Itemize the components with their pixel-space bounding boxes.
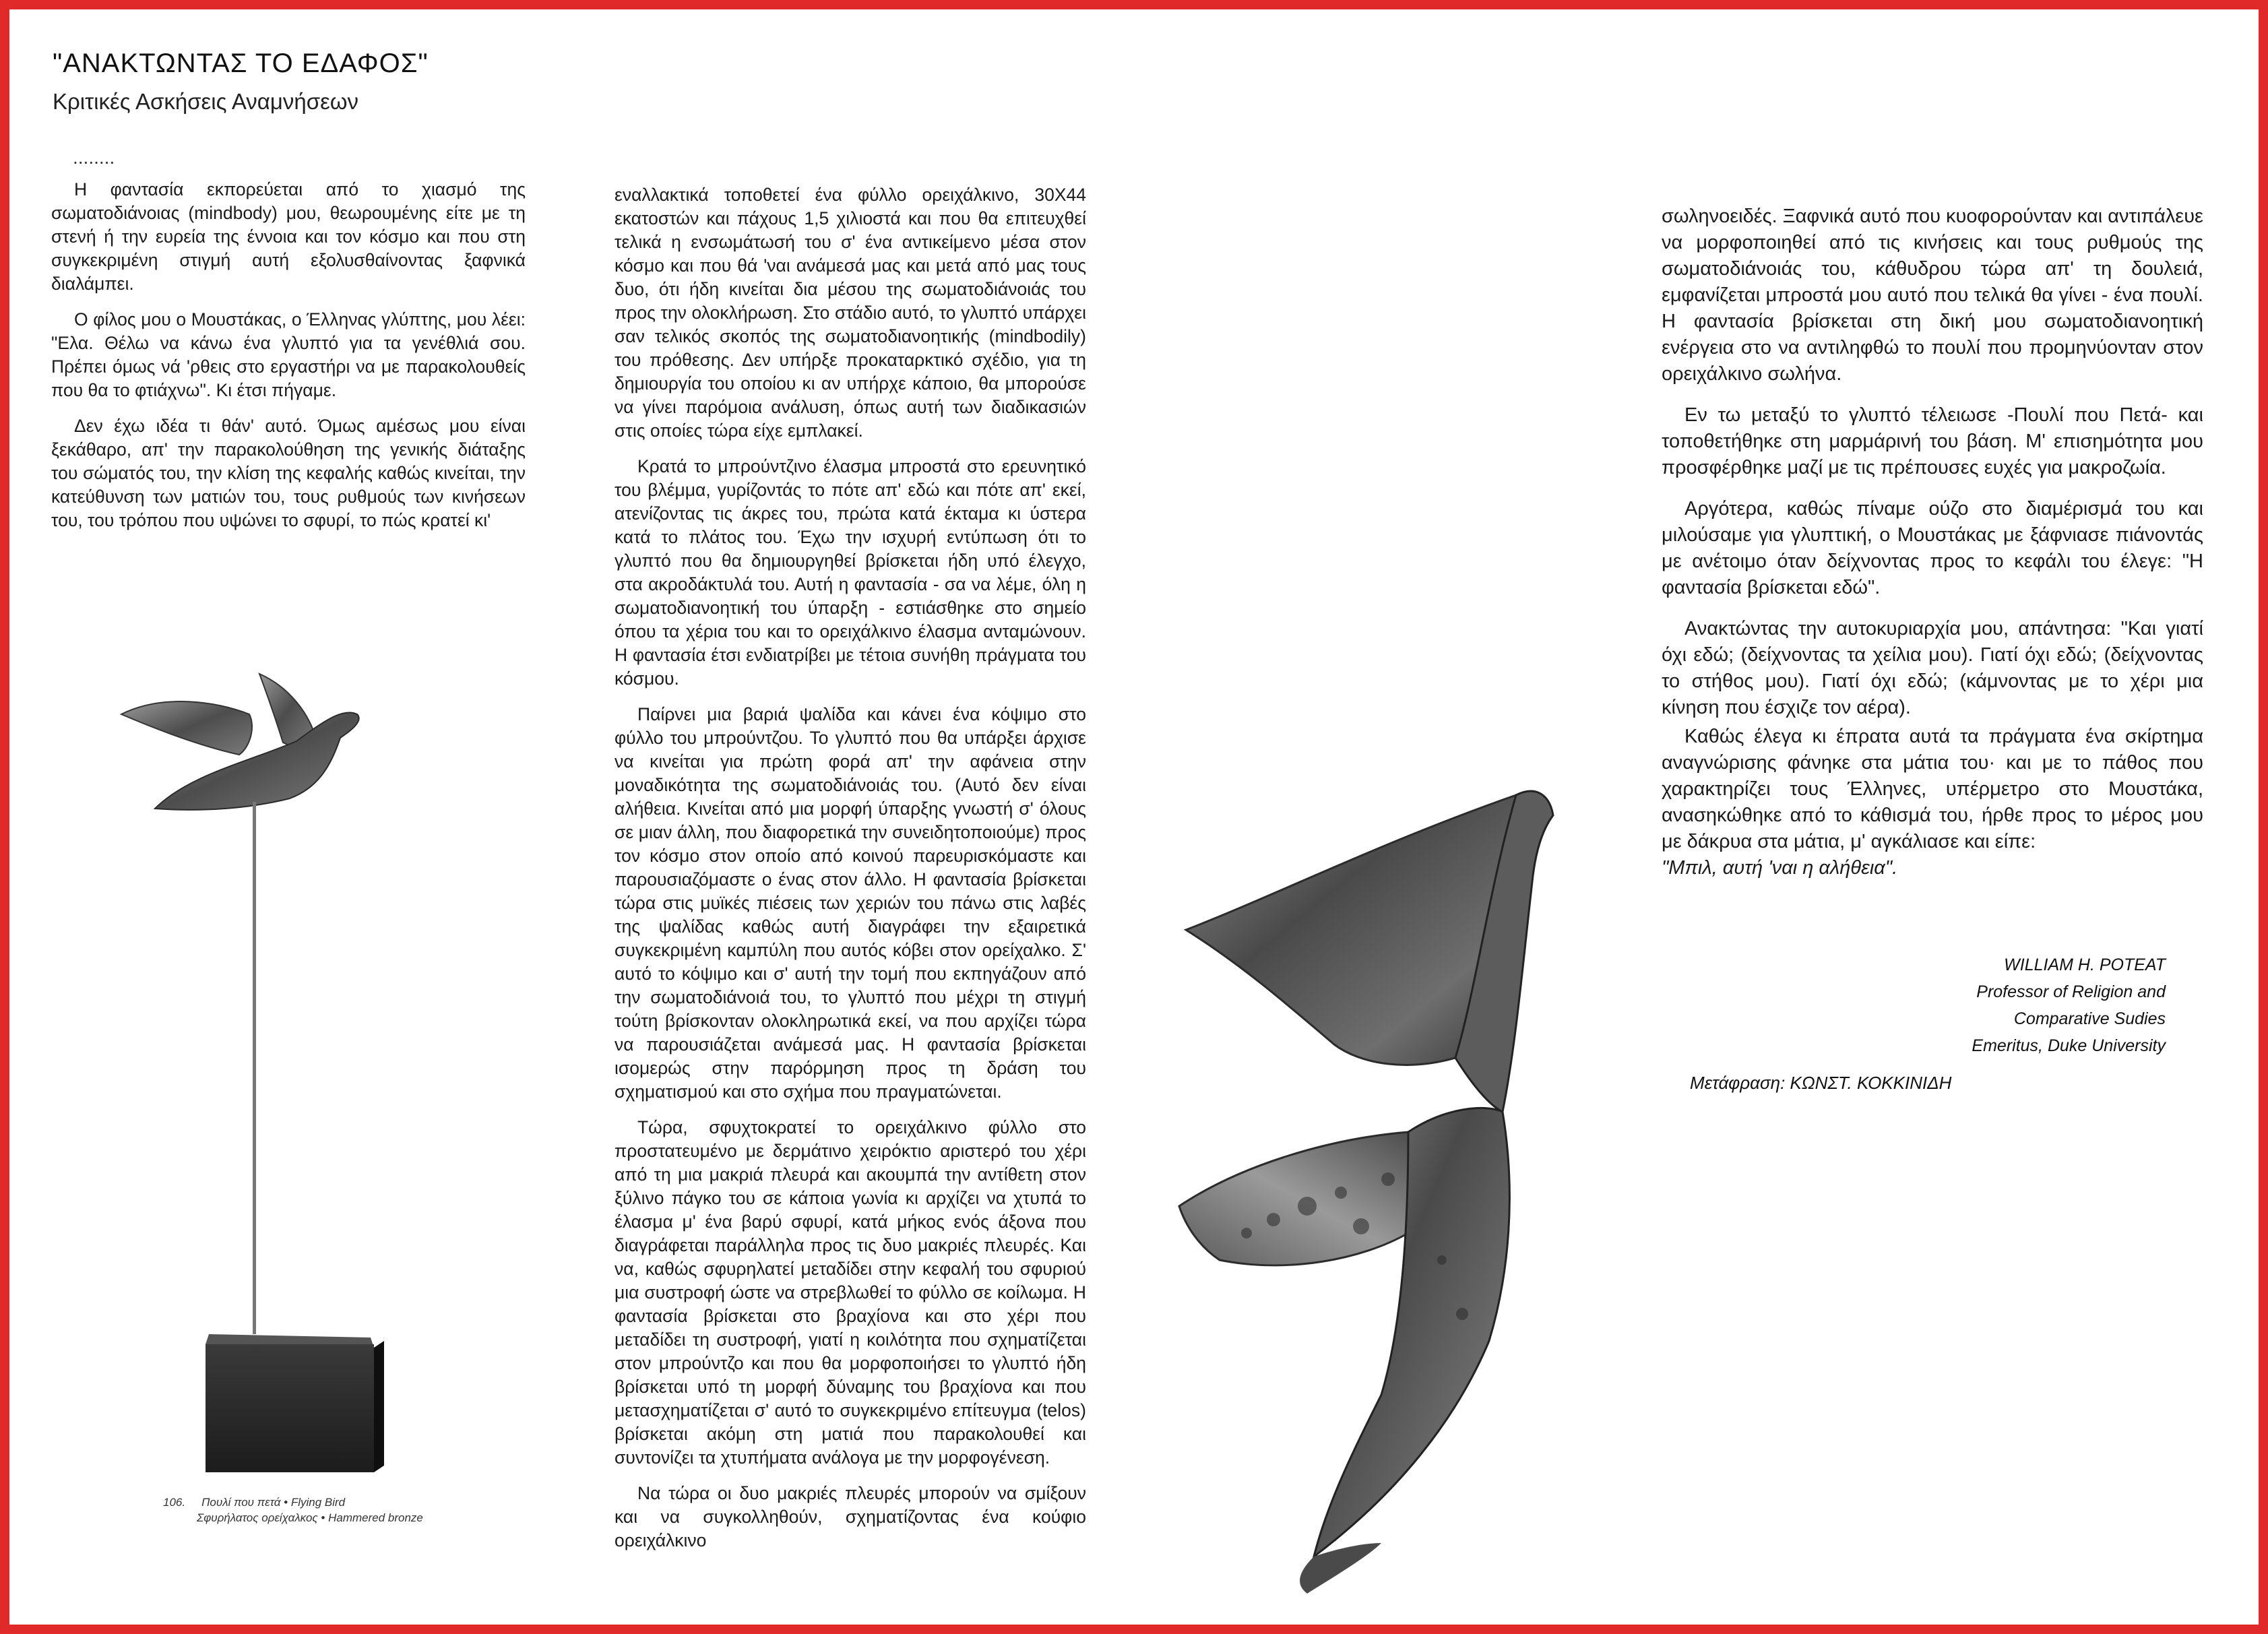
text-column-3 bbox=[1662, 203, 2203, 881]
author-title-2: Comparative Sudies bbox=[2013, 1009, 2166, 1028]
caption-line-2: Σφυρήλατος ορείχαλκος • Hammered bronze bbox=[197, 1511, 423, 1524]
caption-line-1: Πουλί που πετά • Flying Bird bbox=[201, 1496, 346, 1509]
large-bird-sculpture-photo bbox=[1139, 788, 1684, 1597]
signature-block bbox=[1972, 951, 2166, 1059]
ellipsis: ........ bbox=[73, 147, 115, 168]
paragraph: Παίρνει μια βαριά ψαλίδα και κάνει ένα κόψιμο στο φύλλο του μπρούντζου. Το γλυπτό που θα υπάρξει άρχισε να κινείται για πρώτη φορά απ' την αφάνεια στην μοναδικότητα της σωματοδιάνοιάς του. (Αυτό δεν είναι αλήθεια. Κινείται από μια μορφή ύπαρξης γνωστή σ' όλους σε μιαν άλλη, που διαφορετικά την συνειδητοποιούμε) προς τον κόσμο στον οποίο από κοινού παρευρισκόμαστε και παρουσιαζόμαστε ο ένας στον άλλο. Η φαντασία βρίσκεται τώρα στις μυϊκές πιέσεις των χεριών του πάνω στις λαβές της ψαλίδας καθώς αυτή διαγράφει την εξαιρετικά συγκεκριμένη καμπύλη που αυτός κόβει στον ορείχαλκο. Σ' αυτό το κόψιμο και σ' αυτή την τομή που εκπηγάζουν από την σωματοδιάνοιά του, το γλυπτό που μέχρι τη στιγμή τούτη βρίσκονταν ολοκληρωτικά εκεί, να που αρχίζει τώρα να παρουσιάζεται ανάμεσά μας. Η φαντασία βρίσκεται ισομερώς στην παρόρμηση προς τη δράση του σχηματισμού και στο σχήμα που πραγματώνεται. bbox=[615, 704, 1086, 1102]
article-title: "ΑΝΑΚΤΩΝΤΑΣ ΤΟ ΕΔΑΦΟΣ" bbox=[53, 49, 429, 78]
text-column-2 bbox=[615, 183, 1086, 1565]
paragraph: Δεν έχω ιδέα τι θάν' αυτό. Όμως αμέσως μου είναι ξεκάθαρο, απ' την παρακολούθηση της γενικής διάταξης του σώματός του, την κλίση της κεφαλής καθώς κινείται, την κατεύθυνση των ματιών του, τους ρυθμούς των κινήσεων του, του τρόπου που υψώνει το σφυρί, το πώς κρατεί κι' bbox=[51, 416, 526, 530]
photo-caption bbox=[163, 1495, 423, 1526]
author-title-1: Professor of Religion and bbox=[1976, 982, 2166, 1001]
author-title-3: Emeritus, Duke University bbox=[1972, 1036, 2166, 1055]
text-column-1 bbox=[51, 178, 526, 544]
paragraph: Καθώς έλεγα κι έπρατα αυτά τα πράγματα ένα σκίρτημα αναγνώρισης φάνηκε στα μάτια του· και με το πάθος που χαρακτηρίζει τους Έλληνες, υπέρμετρο στο Μουστάκα, ανασηκώθηκε από το κάθισμά του, ήρθε προς το μέρος μου με δάκρυα στα μάτια, μ' αγκάλιασε και είπε: bbox=[1662, 726, 2203, 852]
paragraph: σωληνοειδές. Ξαφνικά αυτό που κυοφορούνταν και αντιπάλευε να μορφοποιηθεί από τις κινήσεις και τους ρυθμούς της σωματοδιάνοιάς του, κάθυδρου τώρα απ' τη δουλειά, εμφανίζεται μπροστά μου αυτό που τελικά θα γίνει - ένα πουλί. Η φαντασία βρίσκεται στη δική μου σωματοδιανοητική ενέργεια στο να αντιληφθώ το πουλί που προμηνύονταν στον ορειχάλκινο σωλήνα. bbox=[1662, 206, 2203, 385]
author-name: WILLIAM H. POTEAT bbox=[2004, 955, 2166, 974]
paragraph: εναλλακτικά τοποθετεί ένα φύλλο ορειχάλκινο, 30Χ44 εκατοστών και πάχους 1,5 χιλιοστά και που θα επιτευχθεί τελικά η ενσωμάτωσή του σ' ένα αντικείμενο μέσα στον κόσμο και που θά 'ναι ανάμεσά μας και μετά από μας τους δυο, ότι ήδη κινείται δια μέσου της σωματοδιάνοιάς του προς την ολοκλήρωση. Στο στάδιο αυτό, το γλυπτό υπάρχει σαν τελικός σκοπός της σωματοδιανοητικής (mindbodily) του πρόθεσης. Δεν υπήρξε προκαταρκτικό σχέδιο, για τη δημιουργία του οποίου κι αν υπήρχε κάποιο, θα μπορούσε να γίνει παρόμοια ανάλυση, όπως αυτή των διαδικασιών στις οποίες τώρα είχε εμπλακεί. bbox=[615, 185, 1086, 441]
paragraph: Τώρα, σφυχτοκρατεί το ορειχάλκινο φύλλο στο προστατευμένο με δερμάτινο χειρόκτιο αριστερό του χέρι από τη μια μακριά πλευρά και ακουμπά την αντίθετη στον ξύλινο πάγκο του σε κάποια γωνία κι αρχίζει να χτυπά το έλασμα μ' ένα βαρύ σφυρί, κατά μήκος ενός άξονα που διαγράφεται παράλληλα προς τις δυο μακριές πλευρές. Και να, καθώς σφυρηλατεί μεταδίδει στην κεφαλή του σφυριού μια συστροφή ώστε να στρεβλωθεί το φύλλο σε κοίλωμα. Η φαντασία βρίσκεται στο βραχίονα και στο χέρι που μεταδίδει τη συστροφή, γιατί η κοιλότητα που σχηματίζεται στον μπρούντζο και που θα μορφοποιήσει το γλυπτό ήδη βρίσκεται υπό τη μορφή δύναμης του βραχίονα και που μετασχηματίζεται σ' αυτό το συγκεκριμένο επίτευγμα (telos) βρίσκεται ακόμη στη ματιά που παρακολουθεί και συντονίζει τα χτυπήματα ανάλογα με την μορφογένεση. bbox=[615, 1117, 1086, 1468]
paragraph: Ο φίλος μου ο Μουστάκας, ο Έλληνας γλύπτης, μου λέει: "Ελα. Θέλω να κάνω ένα γλυπτό για τα γενέθλιά σου. Πρέπει όμως νά 'ρθεις στο εργαστήρι να με παρακολουθείς που θα το φτιάχνω". Κι έτσι πήγαμε. bbox=[51, 309, 526, 400]
translation-credit: Μετάφραση: ΚΩΝΣΤ. ΚΟΚΚΙΝΙΔΗ bbox=[1690, 1073, 1952, 1093]
quote: "Μπιλ, αυτή 'ναι η αλήθεια". bbox=[1662, 857, 1898, 879]
article-subtitle: Κριτικές Ασκήσεις Αναμνήσεων bbox=[53, 89, 359, 114]
small-bird-sculpture-photo bbox=[115, 667, 398, 1489]
paragraph: Να τώρα οι δυο μακριές πλευρές μπορούν να σμίξουν και να συγκολληθούν, σχηματίζοντας ένα κούφιο ορειχάλκινο bbox=[615, 1483, 1086, 1550]
paragraph: Εν τω μεταξύ το γλυπτό τέλειωσε -Πουλί που Πετά- και τοποθετήθηκε στη μαρμάρινή του βάση. Μ' επισημότητα μου προσφέρθηκε μαζί με τις πρέπουσες ευχές για μακροζωία. bbox=[1662, 404, 2203, 478]
paragraph: Κρατά το μπρούντζινο έλασμα μπροστά στο ερευνητικό του βλέμμα, γυρίζοντάς το πότε απ' εδώ και πότε απ' εκεί, ατενίζοντας τις άκρες του, πρώτα κατά έκταμα κι ύστερα κατά το πλάτος του. Έχω την ισχυρή εντύπωση ότι το γλυπτό που θα δημιουργηθεί βρίσκεται ήδη υπό έλεγχο, στα ακροδάκτυλά του. Αυτή η φαντασία - σα να λέμε, όλη η σωματοδιανοητική του ύπαρξη - εστιάσθηκε στο σημείο όπου τα χέρια του και το ορειχάλκινο έλασμα ανταμώνουν. Η φαντασία έτσι ενδιατρίβει με τέτοια συνήθη πράγματα του κόσμου. bbox=[615, 456, 1086, 689]
paragraph: Η φαντασία εκπορεύεται από το χιασμό της σωματοδιάνοιας (mindbody) μου, θεωρουμένης είτε με τη στενή ή την ευρεία της έννοια και τον κόσμο και που στη συγκεκριμένη στιγμή αυτή εξολυσθαίνοντας ξαφνικά διαλάμπει. bbox=[51, 179, 526, 294]
caption-number: 106. bbox=[163, 1496, 186, 1509]
paragraph: Αργότερα, καθώς πίναμε ούζο στο διαμέρισμά του και μιλούσαμε για γλυπτική, ο Μουστάκας με ξάφνιασε πιάνοντάς με ανέτοιμο όταν δείχνοντας προς το κεφάλι του έλεγε: "Η φαντασία βρίσκεται εδώ". bbox=[1662, 498, 2203, 598]
paragraph: Ανακτώντας την αυτοκυριαρχία μου, απάντησα: "Και γιατί όχι εδώ; (δείχνοντας τα χείλια μου). Γιατί όχι εδώ; (δείχνοντας το στήθος μου). Γιατί όχι εδώ; (κάμνοντας με το χέρι μια κίνηση που έσχιζε τον αέρα). bbox=[1662, 618, 2203, 718]
